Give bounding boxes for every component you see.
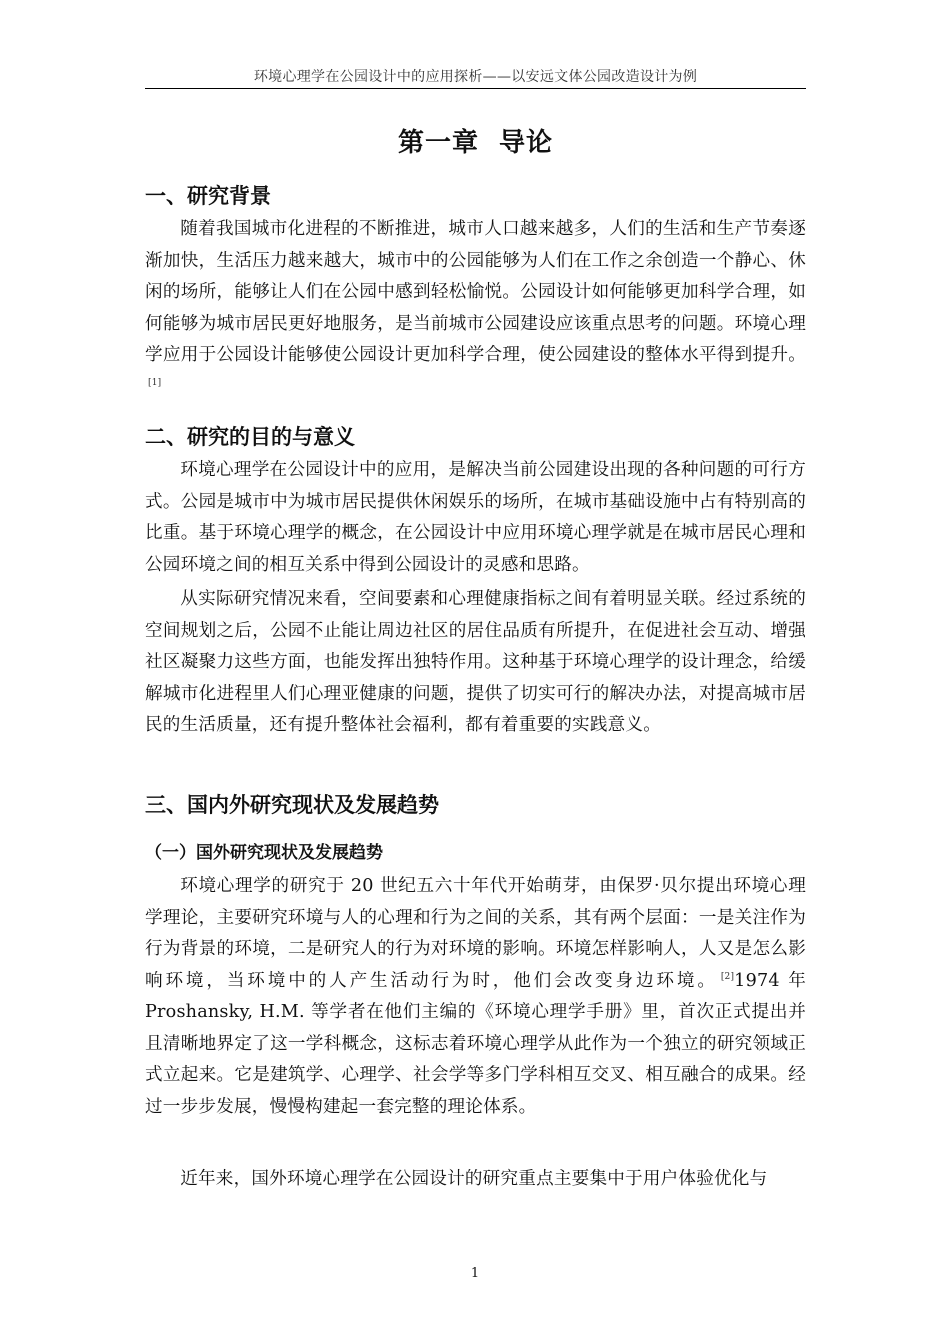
page-number: 1 [470,1266,480,1281]
paragraph-foreign-2: 近年来，国外环境心理学在公园设计的研究重点主要集中于用户体验优化与 [180,1169,768,1189]
paragraph-text: 随着我国城市化进程的不断推进，城市人口越来越多，人们的生活和生产节奏逐渐加快，生活压力越来越大，城市中的公园能够为人们在工作之余创造一个静心、休闲的场所，能够让人们在公园中感到轻松愉悦。公园设计如何能够更加科学合理，如何能够为城市居民更好地服务，是当前城市公园建设应该重点思考的问题。环境心理学应用于公园设计能够使公园设计更加科学合理，使公园建设的整体水平得到提升。 [145,219,806,365]
section-heading-research-status: 三、国内外研究现状及发展趋势 [145,793,439,817]
citation-ref: [2] [720,971,735,982]
paragraph-background [145,214,806,403]
paragraph-text: 环境心理学的研究于 20 世纪五六十年代开始萌芽，由保罗·贝尔提出环境心理学理论，主要研究环境与人的心理和行为之间的关系，其有两个层面：一是关注作为行为背景的环境，二是研究人的行为对环境的影响。环境怎样影响人，人又是怎么影响环境，当环境中的人产生活动行为时，他们会改变身边环境。 [145,876,806,991]
running-header: 环境心理学在公园设计中的应用探析——以安远文体公园改造设计为例 [253,69,698,85]
citation-ref: [1] [148,377,162,388]
paragraph-purpose-1: 环境心理学在公园设计中的应用，是解决当前公园建设出现的各种问题的可行方式。公园是城市中为城市居民提供休闲娱乐的场所，在城市基础设施中占有特别高的比重。基于环境心理学的概念，在公园设计中应用环境心理学就是在城市居民心理和公园环境之间的相互关系中得到公园设计的灵感和思路。 [145,460,806,575]
section-heading-background: 一、研究背景 [145,184,271,208]
paragraph-text: 1974 年 Proshansky, H.M. 等学者在他们主编的《环境心理学手册》里，首次正式提出并且清晰地界定了这一学科概念，这标志着环境心理学从此作为一个独立的研究领域正式立起来。它是建筑学、心理学、社会学等多门学科相互交叉、相互融合的成果。经过一步步发展，慢慢构建起一套完整的理论体系。 [145,970,806,1117]
paragraph-foreign-1 [145,871,806,1123]
section-heading-purpose: 二、研究的目的与意义 [145,425,355,449]
subsection-heading-foreign: （一）国外研究现状及发展趋势 [145,843,383,863]
paragraph-purpose-2: 从实际研究情况来看，空间要素和心理健康指标之间有着明显关联。经过系统的空间规划之后，公园不止能让周边社区的居住品质有所提升，在促进社会互动、增强社区凝聚力这些方面，也能发挥出独特作用。这种基于环境心理学的设计理念，给缓解城市化进程里人们心理亚健康的问题，提供了切实可行的解决办法，对提高城市居民的生活质量，还有提升整体社会福利，都有着重要的实践意义。 [145,589,806,735]
chapter-title: 第一章 导论 [397,128,554,158]
header-rule [145,88,806,89]
